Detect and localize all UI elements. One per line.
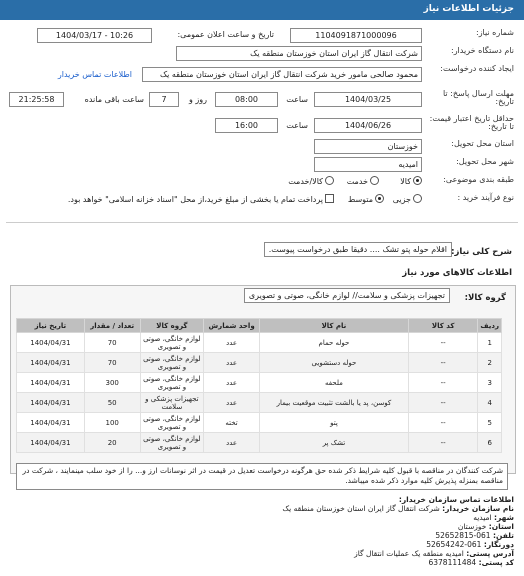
cell-item-name: حوله حمام — [259, 333, 408, 353]
cell-need-date: 1404/04/31 — [17, 353, 85, 373]
reply-deadline-row — [0, 89, 524, 111]
divider — [6, 222, 518, 223]
cell-item-group: لوازم خانگی، صوتی و تصویری — [140, 413, 204, 433]
cell-row-number: 4 — [478, 393, 502, 413]
cell-unit: تخته — [204, 413, 260, 433]
buyer-fax-label: دورنگار: — [483, 540, 514, 549]
reply-deadline-time: 08:00 — [215, 92, 278, 107]
summary-label: شرح کلی نیاز: — [451, 247, 512, 257]
cell-item-code: -- — [408, 373, 478, 393]
cell-item-group: تجهیزات پزشکی و سلامت — [140, 393, 204, 413]
category-option-goods-service[interactable]: کالا/خدمت — [288, 177, 334, 186]
buyer-province: خوزستان — [457, 522, 487, 531]
buyer-postal-label: کد پستی: — [478, 558, 514, 567]
category-label: طبقه بندی موضوعی: — [443, 175, 514, 184]
cell-quantity: 70 — [84, 333, 140, 353]
cell-quantity: 20 — [84, 433, 140, 453]
col-header-row-num: ردیف — [478, 319, 502, 333]
reply-deadline-time-label: ساعت — [286, 95, 308, 104]
buyer-phone-label: تلفن: — [492, 531, 514, 540]
cell-item-code: -- — [408, 433, 478, 453]
cell-quantity: 100 — [84, 413, 140, 433]
remaining-time-field: 21:25:58 — [9, 92, 64, 107]
buyer-address: امیدیه منطقه یک عملیات انتقال گاز — [354, 549, 464, 558]
delivery-city-row — [0, 157, 524, 173]
goods-section-title: اطلاعات کالاهای مورد نیاز — [402, 268, 512, 278]
delivery-province-field: خوزستان — [314, 139, 422, 154]
cell-row-number: 5 — [478, 413, 502, 433]
page-header — [0, 0, 524, 20]
table-row — [17, 413, 502, 433]
category-option-goods[interactable]: کالا — [400, 177, 422, 186]
cell-item-code: -- — [408, 413, 478, 433]
remaining-time-label: ساعت باقی مانده — [84, 95, 144, 104]
col-header-quantity: تعداد / مقدار — [84, 319, 140, 333]
category-row — [0, 175, 524, 191]
cell-unit: عدد — [204, 373, 260, 393]
buyer-org-name-label: نام سازمان خریدار: — [442, 504, 514, 513]
cell-need-date: 1404/04/31 — [17, 433, 85, 453]
buyer-city: امیدیه — [473, 513, 492, 522]
buyer-postal: 6378111484 — [428, 558, 477, 567]
cell-item-name: حوله دستشویی — [259, 353, 408, 373]
need-number-label: شماره نیاز: — [476, 28, 514, 37]
col-header-unit: واحد شمارش — [204, 319, 260, 333]
buyer-address-label: آدرس پستی: — [466, 549, 514, 558]
notes-box: شرکت کنندگان در مناقصه با قبول کلیه شرایط ذکر شده حق هرگونه درخواست تعدیل در قیمت در اثر نوسانات ارز و... را از خود سلب مینمایند ، شرکت در مناقصه بمنزله پذیرش کلیه موارد ذکر شده میباشد. — [16, 463, 508, 490]
table-row — [17, 373, 502, 393]
buyer-org-name: شرکت انتقال گاز ایران استان خوزستان منطقه یک — [282, 504, 440, 513]
cell-need-date: 1404/04/31 — [17, 333, 85, 353]
creator-label: ایجاد کننده درخواست: — [440, 64, 514, 73]
cell-quantity: 50 — [84, 393, 140, 413]
radio-icon — [370, 176, 379, 185]
buyer-contact-info — [282, 495, 514, 567]
cell-unit: عدد — [204, 353, 260, 373]
col-header-name: نام کالا — [259, 319, 408, 333]
summary-field: اقلام حوله پتو تشک .... دقیقا طبق درخواست پیوست. — [264, 242, 452, 257]
cell-item-name: ملحفه — [259, 373, 408, 393]
price-validity-label: حداقل تاریخ اعتبار قیمت: تا تاریخ: — [429, 114, 514, 131]
creator-row — [0, 64, 524, 86]
cell-unit: عدد — [204, 433, 260, 453]
radio-icon — [413, 194, 422, 203]
buyer-org-field: شرکت انتقال گاز ایران استان خوزستان منطقه یک — [176, 46, 422, 61]
delivery-city-field: امیدیه — [314, 157, 422, 172]
reply-deadline-date: 1404/03/25 — [314, 92, 422, 107]
table-row — [17, 353, 502, 373]
price-validity-time-label: ساعت — [286, 121, 308, 130]
buyer-fax: 061-52654242 — [426, 540, 482, 549]
cell-need-date: 1404/04/31 — [17, 373, 85, 393]
table-row — [17, 393, 502, 413]
cell-row-number: 6 — [478, 433, 502, 453]
delivery-province-row — [0, 139, 524, 155]
goods-table — [16, 318, 502, 453]
cell-item-code: -- — [408, 353, 478, 373]
col-header-group: گروه کالا — [140, 319, 204, 333]
price-validity-date: 1404/06/26 — [314, 118, 422, 133]
cell-need-date: 1404/04/31 — [17, 393, 85, 413]
need-number-field: 1104091871000096 — [290, 28, 422, 43]
cell-quantity: 300 — [84, 373, 140, 393]
cell-quantity: 70 — [84, 353, 140, 373]
cell-unit: عدد — [204, 333, 260, 353]
days-field: 7 — [149, 92, 179, 107]
category-option-service[interactable]: خدمت — [347, 177, 379, 186]
price-validity-time: 16:00 — [215, 118, 278, 133]
cell-need-date: 1404/04/31 — [17, 413, 85, 433]
goods-group-field: تجهیزات پزشکی و سلامت// لوازم خانگی، صوتی و تصویری — [244, 288, 450, 303]
cell-item-code: -- — [408, 333, 478, 353]
buyer-city-label: شهر: — [494, 513, 514, 522]
treasury-payment-text: پرداخت تمام یا بخشی از مبلغ خرید،از محل "اسناد خزانه اسلامی" خواهد بود. — [67, 195, 323, 204]
purchase-type-medium[interactable]: متوسط — [348, 195, 384, 204]
cell-row-number: 2 — [478, 353, 502, 373]
cell-item-code: -- — [408, 393, 478, 413]
checkbox-icon — [325, 194, 334, 203]
cell-row-number: 3 — [478, 373, 502, 393]
buyer-contact-link[interactable]: اطلاعات تماس خریدار — [57, 70, 132, 79]
price-validity-row — [0, 114, 524, 136]
table-row — [17, 433, 502, 453]
buyer-org-row — [0, 46, 524, 62]
purchase-type-row — [0, 193, 524, 209]
goods-group-label: گروه کالا: — [464, 293, 506, 303]
cell-unit: عدد — [204, 393, 260, 413]
page-title: جزئیات اطلاعات نیاز — [423, 4, 514, 14]
purchase-type-label: نوع فرآیند خرید : — [457, 193, 514, 202]
cell-row-number: 1 — [478, 333, 502, 353]
days-label: روز و — [189, 95, 207, 104]
buyer-org-label: نام دستگاه خریدار: — [451, 46, 514, 55]
buyer-info-title: اطلاعات تماس سازمان خریدار: — [398, 495, 514, 504]
radio-icon — [325, 176, 334, 185]
radio-selected-icon — [375, 194, 384, 203]
cell-item-name: پتو — [259, 413, 408, 433]
cell-item-group: لوازم خانگی، صوتی و تصویری — [140, 433, 204, 453]
cell-item-name: تشک پر — [259, 433, 408, 453]
treasury-payment-checkbox[interactable] — [68, 195, 334, 204]
delivery-city-label: شهر محل تحویل: — [456, 157, 514, 166]
col-header-code: کد کالا — [408, 319, 478, 333]
table-row — [17, 333, 502, 353]
announce-datetime-label: تاریخ و ساعت اعلان عمومی: — [177, 30, 274, 39]
col-header-need-date: تاریخ نیاز — [17, 319, 85, 333]
cell-item-name: کوسن، پد یا بالشت تثبیت موقعیت بیمار — [259, 393, 408, 413]
announce-datetime-field: 1404/03/17 - 10:26 — [37, 28, 152, 43]
buyer-province-label: استان: — [488, 522, 514, 531]
need-number-row — [0, 28, 524, 44]
reply-deadline-label: مهلت ارسال پاسخ: تا تاریخ: — [442, 89, 514, 106]
cell-item-group: لوازم خانگی، صوتی و تصویری — [140, 353, 204, 373]
creator-field: محمود صالحی مامور خرید شرکت انتقال گاز ایران استان خوزستان منطقه یک — [142, 67, 422, 82]
purchase-type-minor[interactable]: جزیی — [393, 195, 422, 204]
cell-item-group: لوازم خانگی، صوتی و تصویری — [140, 373, 204, 393]
buyer-phone: 061-52652815 — [435, 531, 491, 540]
delivery-province-label: استان محل تحویل: — [451, 139, 514, 148]
cell-item-group: لوازم خانگی، صوتی و تصویری — [140, 333, 204, 353]
radio-selected-icon — [413, 176, 422, 185]
table-header-row — [17, 319, 502, 333]
